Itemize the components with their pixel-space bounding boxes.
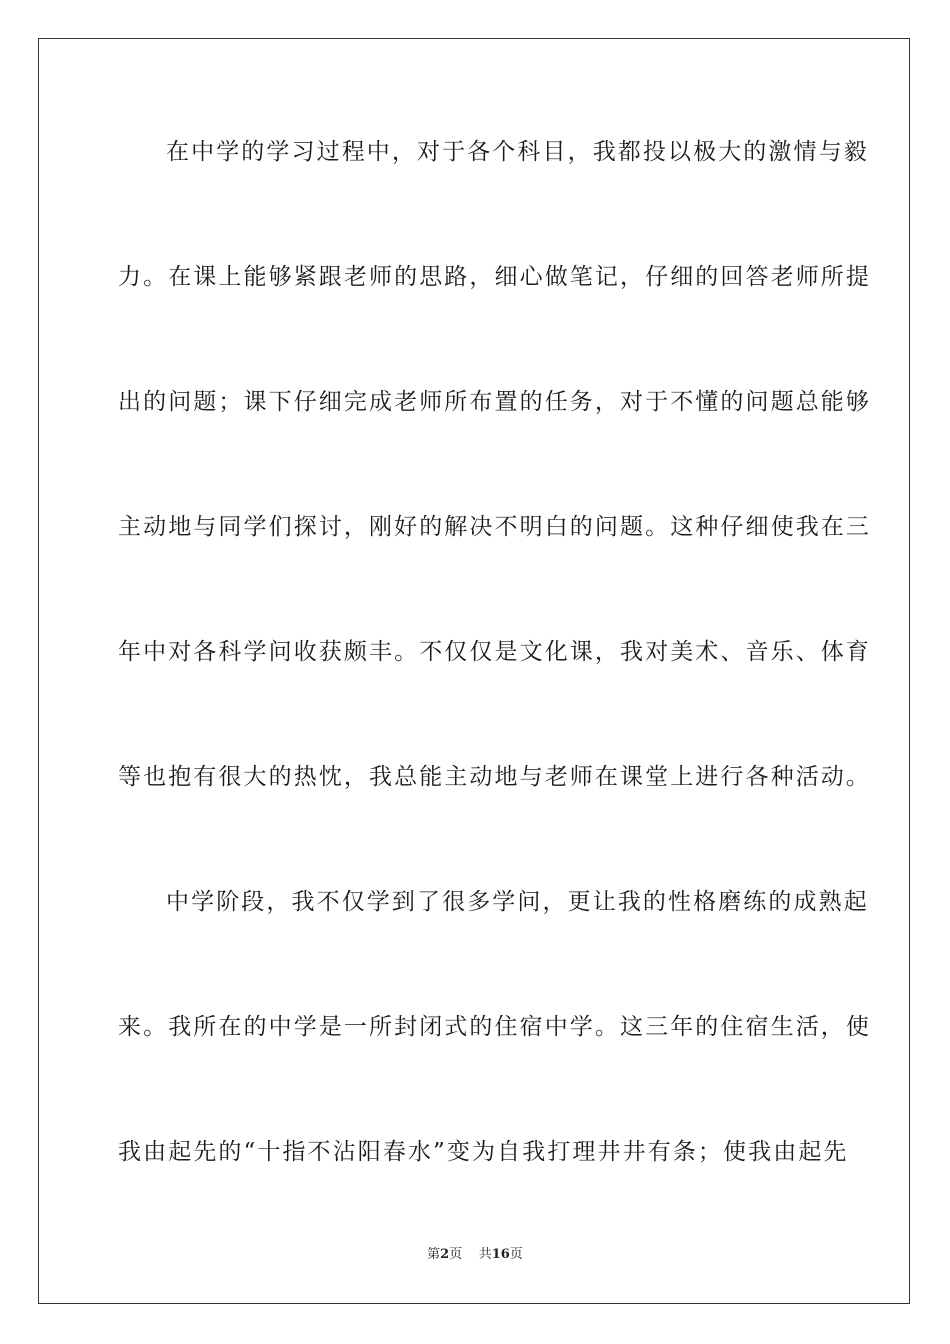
page-footer (0, 1246, 950, 1264)
text-line-5: 年中对各科学问收获颇丰。不仅仅是文化课，我对美术、音乐、体育 (118, 639, 871, 665)
page-number: 2 (440, 1247, 450, 1262)
text-line-3: 出的问题；课下仔细完成老师所布置的任务，对于不懂的问题总能够 (118, 389, 871, 415)
total-suffix: 页 (509, 1247, 523, 1262)
text-line-8: 来。我所在的中学是一所封闭式的住宿中学。这三年的住宿生活，使 (118, 1014, 871, 1040)
text-line-9: 我由起先的“十指不沾阳春水”变为自我打理井井有条；使我由起先 (118, 1139, 849, 1165)
page-border (38, 38, 910, 1304)
total-prefix: 共 (478, 1247, 492, 1262)
text-line-1: 在中学的学习过程中，对于各个科目，我都投以极大的激情与毅 (166, 139, 869, 165)
text-line-6: 等也抱有很大的热忱，我总能主动地与老师在课堂上进行各种活动。 (118, 764, 871, 790)
text-line-2: 力。在课上能够紧跟老师的思路，细心做笔记，仔细的回答老师所提 (118, 264, 871, 290)
total-pages: 16 (491, 1247, 510, 1262)
text-line-7: 中学阶段，我不仅学到了很多学问，更让我的性格磨练的成熟起 (166, 889, 869, 915)
text-line-4: 主动地与同学们探讨，刚好的解决不明白的问题。这种仔细使我在三 (118, 514, 871, 540)
page-prefix: 第 (427, 1247, 441, 1262)
page-suffix: 页 (449, 1247, 463, 1262)
